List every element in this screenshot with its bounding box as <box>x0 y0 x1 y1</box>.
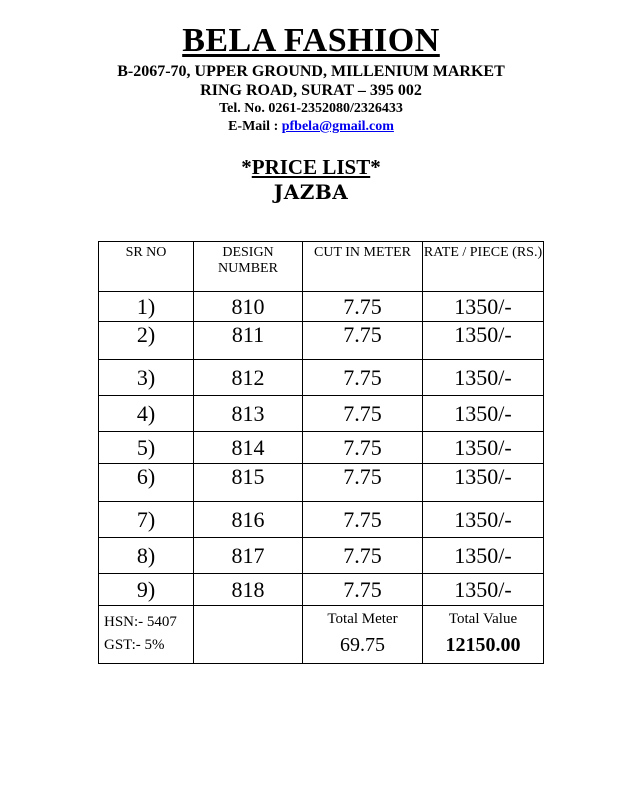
cell-rate: 1350/- <box>423 502 544 538</box>
total-meter-label: Total Meter <box>327 611 398 627</box>
cell-sr-no: 7) <box>99 502 194 538</box>
cell-design-number: 815 <box>194 464 303 502</box>
header-sr-no: SR NO <box>99 242 194 292</box>
cell-cut-in-meter: 7.75 <box>303 502 423 538</box>
price-list-title <box>0 155 622 179</box>
cell-cut-in-meter: 7.75 <box>303 396 423 432</box>
table-row <box>99 538 544 574</box>
total-value-label: Total Value <box>448 611 518 627</box>
cell-sr-no: 2) <box>99 322 194 360</box>
table-row <box>99 360 544 396</box>
empty-cell <box>194 606 303 664</box>
cell-rate: 1350/- <box>423 360 544 396</box>
table-row <box>99 464 544 502</box>
cell-rate: 1350/- <box>423 322 544 360</box>
table-row <box>99 574 544 606</box>
header-design-number: DESIGN NUMBER <box>194 242 303 292</box>
total-meter-cell <box>303 606 423 664</box>
cell-cut-in-meter: 7.75 <box>303 538 423 574</box>
cell-rate: 1350/- <box>423 292 544 322</box>
tax-info-cell <box>99 606 194 664</box>
cell-cut-in-meter: 7.75 <box>303 322 423 360</box>
header-cut-in-meter: CUT IN METER <box>303 242 423 292</box>
table-row <box>99 502 544 538</box>
cell-rate: 1350/- <box>423 432 544 464</box>
address-line-2: RING ROAD, SURAT – 395 002 <box>200 82 422 99</box>
cell-cut-in-meter: 7.75 <box>303 360 423 396</box>
company-name: BELA FASHION <box>182 22 440 59</box>
cell-design-number: 813 <box>194 396 303 432</box>
cell-rate: 1350/- <box>423 538 544 574</box>
price-table <box>98 241 544 664</box>
cell-cut-in-meter: 7.75 <box>303 432 423 464</box>
cell-sr-no: 6) <box>99 464 194 502</box>
cell-sr-no: 3) <box>99 360 194 396</box>
cell-design-number: 817 <box>194 538 303 574</box>
cell-sr-no: 4) <box>99 396 194 432</box>
table-row <box>99 432 544 464</box>
cell-design-number: 814 <box>194 432 303 464</box>
total-value-amount: 12150.00 <box>445 634 521 656</box>
cell-rate: 1350/- <box>423 396 544 432</box>
header-rate-per-piece: RATE / PIECE (RS.) <box>423 242 544 292</box>
cell-cut-in-meter: 7.75 <box>303 464 423 502</box>
table-header-row <box>99 242 544 292</box>
total-value-cell <box>423 606 544 664</box>
hsn-code: HSN:- 5407 <box>104 614 177 630</box>
cell-design-number: 810 <box>194 292 303 322</box>
cell-cut-in-meter: 7.75 <box>303 574 423 606</box>
title-star-left: * <box>241 155 252 179</box>
cell-design-number: 811 <box>194 322 303 360</box>
email-label: E-Mail : <box>228 119 282 134</box>
letterhead <box>0 20 622 136</box>
table-footer-row <box>99 606 544 664</box>
title-text: PRICE LIST <box>251 155 371 179</box>
cell-sr-no: 8) <box>99 538 194 574</box>
cell-rate: 1350/- <box>423 574 544 606</box>
cell-cut-in-meter: 7.75 <box>303 292 423 322</box>
cell-design-number: 812 <box>194 360 303 396</box>
gst-rate: GST:- 5% <box>104 637 165 653</box>
cell-sr-no: 9) <box>99 574 194 606</box>
cell-design-number: 816 <box>194 502 303 538</box>
email-line <box>0 118 622 136</box>
cell-rate: 1350/- <box>423 464 544 502</box>
cell-sr-no: 1) <box>99 292 194 322</box>
table-row <box>99 396 544 432</box>
table-row <box>99 322 544 360</box>
telephone: Tel. No. 0261-2352080/2326433 <box>219 101 403 116</box>
total-meter-value: 69.75 <box>340 634 385 656</box>
collection-name: JAZBA <box>273 180 349 204</box>
table-row <box>99 292 544 322</box>
email-link[interactable]: pfbela@gmail.com <box>281 119 394 134</box>
cell-design-number: 818 <box>194 574 303 606</box>
address-line-1: B-2067-70, UPPER GROUND, MILLENIUM MARKET <box>117 63 505 80</box>
cell-sr-no: 5) <box>99 432 194 464</box>
title-star-right: * <box>370 155 381 179</box>
